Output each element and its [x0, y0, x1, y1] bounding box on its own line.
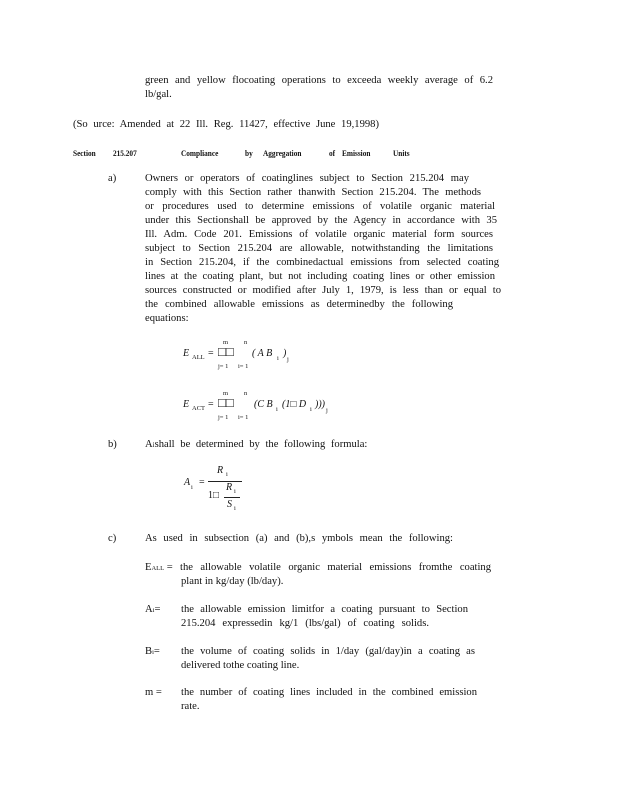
eq1-lhs-sub: ALL [192, 354, 205, 361]
definition-text: the number of coating lines included in the combined emission [181, 687, 477, 698]
eq2-upper-m: m [223, 390, 229, 397]
fraction-bar [208, 481, 242, 482]
definition-text: the allowable emission limitfor a coating pursuant to Section [181, 604, 468, 615]
source-note: (So urce: Amended at 22 Ill. Reg. 11427, effective June 19,1998) [73, 119, 379, 130]
section-title-word: by [245, 148, 253, 158]
eq2-close: ))) [315, 399, 325, 410]
section-title-word: of [329, 148, 336, 158]
eq3-inner-den: S [227, 499, 232, 510]
sum-sign-icon: □□ [218, 344, 234, 359]
definition-term: Ai= [145, 604, 161, 615]
para-a-line: Ill. Adm. Code 201. Emissions of volatile organic material form sources [145, 229, 493, 240]
inner-fraction-bar [224, 497, 240, 498]
eq3-equals: = [199, 477, 205, 488]
eq1-lower-j: j= 1 [218, 363, 229, 370]
para-a-line: the combined allowable emissions as determinedby the following [145, 299, 453, 310]
eq2-lhs-sub: ACT [192, 405, 205, 412]
eq1-upper-n: n [244, 339, 248, 346]
eq3-lhs-sub: i [191, 484, 193, 491]
eq1-lhs: E [183, 348, 190, 359]
eq1-lower-i: i= 1 [238, 363, 249, 370]
definition-term: EALL = [145, 562, 173, 573]
eq2-lhs: E [183, 399, 190, 410]
para-b-text [145, 438, 367, 452]
para-a-line: under this Sectionshall be approved by the Agency in accordance with 35 [145, 215, 497, 226]
para-a-line: comply with this Section rather thanwith Section 215.204. The methods [145, 187, 481, 198]
eq2-body2-sub: i [310, 406, 312, 413]
section-title-word: Emission [342, 148, 371, 158]
eq3-num-sub: i [226, 471, 228, 478]
eq2-body-sub: i [276, 406, 278, 413]
intro-line-2: lb/gal. [145, 89, 172, 100]
eq2-lower-i: i= 1 [238, 414, 249, 421]
section-label: Section [73, 148, 96, 158]
definition-text: the allowable volatile organic material emissions fromthe coating [180, 562, 491, 573]
eq2-lower-j: j= 1 [218, 414, 229, 421]
definition-term: Bi= [145, 646, 160, 657]
definition-text: the volume of coating solids in 1/day (gal/day)in a coating as [181, 646, 475, 657]
eq1-close: ) [283, 348, 287, 359]
eq1-upper-m: m [223, 339, 229, 346]
eq1-close-sub: j [287, 356, 289, 363]
para-b-marker: b) [108, 439, 117, 450]
eq2-body2: (1□ D [282, 399, 307, 410]
section-title-word: Aggregation [263, 148, 302, 158]
para-a-line: subject to Section 215.204 are allowable, notwithstanding the limitations [145, 243, 493, 254]
intro-line-1: green and yellow flocoating operations to exceeda weekly average of 6.2 [145, 75, 493, 86]
para-a-line: in Section 215.204, if the combinedactual emissions from selected coating [145, 257, 499, 268]
section-number: 215.207 [113, 148, 137, 158]
section-title-word: Compliance [181, 148, 219, 158]
definition-text: rate. [181, 701, 200, 712]
para-a-line: lines at the coating plant, but not including coating lines or other emission [145, 271, 495, 282]
eq3-num: R [217, 465, 224, 476]
para-a-line: Owners or operators of coatinglines subject to Section 215.204 may [145, 173, 469, 184]
definition-text: plant in kg/day (lb/day). [181, 576, 284, 587]
section-title-word: Units [393, 148, 410, 158]
para-c-marker: c) [108, 533, 117, 544]
para-b-rest: shall be determined by the following formula: [154, 439, 368, 450]
eq1-equals: = [208, 348, 214, 359]
eq3-inner-den-sub: i [234, 505, 236, 512]
para-a-line: equations: [145, 313, 189, 324]
eq2-body: (C B [254, 399, 273, 410]
definition-text: 215.204 expressedin kg/1 (lbs/gal) of coating solids. [181, 618, 429, 629]
eq3-inner-num-sub: i [234, 488, 236, 495]
eq3-den-prefix: 1□ [208, 490, 220, 501]
eq2-close-sub: j [326, 407, 328, 414]
definition-text: delivered tothe coating line. [181, 660, 300, 671]
para-a-marker: a) [108, 173, 117, 184]
para-c-text: As used in subsection (a) and (b),s ymbols mean the following: [145, 533, 453, 544]
eq2-upper-n: n [244, 390, 248, 397]
para-b-symbol-sub: i [152, 441, 155, 449]
sum-sign-icon: □□ [218, 395, 234, 410]
eq3-lhs: A [184, 477, 191, 488]
para-a-line: sources constructed or modified after July 1, 1979, is less than or equal to [145, 285, 501, 296]
para-a-line: or procedures used to determine emissions of volatile organic material [145, 201, 495, 212]
definition-term: m = [145, 687, 162, 698]
eq1-body-sub: i [277, 355, 279, 362]
para-b-symbol: A [145, 439, 153, 450]
eq1-body: ( A B [252, 348, 273, 359]
eq2-equals: = [208, 399, 214, 410]
eq3-inner-num: R [226, 482, 233, 493]
